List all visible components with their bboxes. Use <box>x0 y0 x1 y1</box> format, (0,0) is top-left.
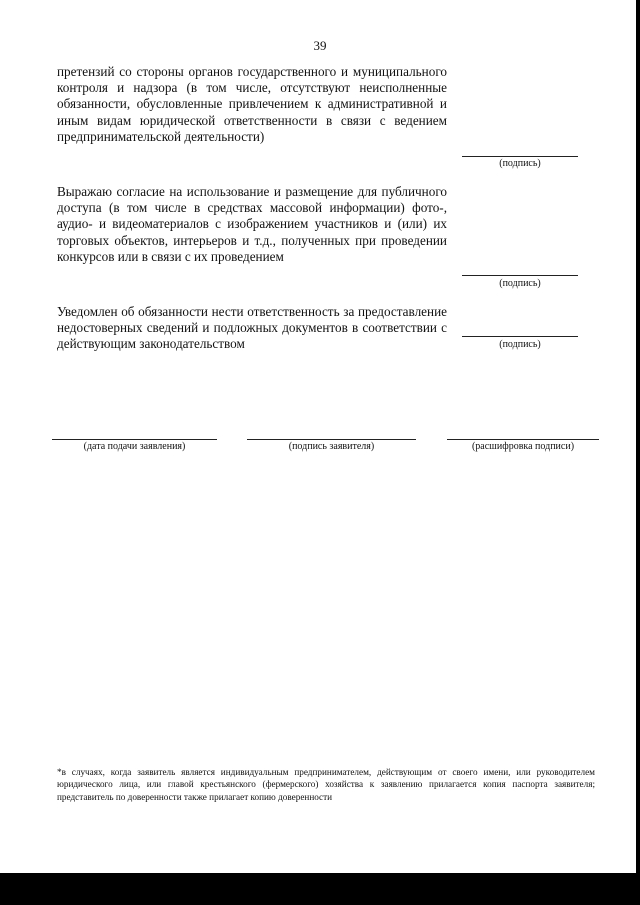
signature-decoding-line <box>447 439 599 440</box>
signature-decoding-field[interactable] <box>447 439 599 452</box>
signature-caption-2: (подпись) <box>499 278 541 289</box>
date-field[interactable] <box>52 439 217 452</box>
applicant-signature-line <box>247 439 416 440</box>
date-caption: (дата подачи заявления) <box>83 441 186 452</box>
scan-bottom-band <box>0 873 640 905</box>
signature-line-3[interactable] <box>462 336 578 337</box>
footnote: *в случаях, когда заявитель является индивидуальным предпринимателем, действующим от своего имени, или руководителем юридического лица, или главой крестьянского (фермерского) хозяйства к заявлению прилагается копия паспорта заявителя; представитель по доверенности также прилагает копию доверенности <box>57 767 595 802</box>
date-line <box>52 439 217 440</box>
signature-decoding-caption: (расшифровка подписи) <box>471 441 575 452</box>
clause-liability-notice: Уведомлен об обязанности нести ответственность за предоставление недостоверных сведений и подложных документов в соответствии с действующим законодательством <box>57 304 447 352</box>
signature-caption-3: (подпись) <box>499 339 541 350</box>
clause-no-claims: претензий со стороны органов государственного и муниципального контроля и надзора (в том числе, отсутствуют неисполненные обязанности, обусловленные привлечением к административной и иным видам юридической ответственности в связи с ведением предпринимательской деятельности) <box>57 64 447 144</box>
signature-line-2[interactable] <box>462 275 578 276</box>
clause-media-consent: Выражаю согласие на использование и размещение для публичного доступа (в том числе в средствах массовой информации) фото-, аудио- и видеоматериалов с изображением участников и (или) их торговых объектов, интерьеров и т.д., полученных при проведении конкурсов или в связи с их проведением <box>57 184 447 264</box>
scan-edge-artifact <box>636 0 640 873</box>
signature-caption-1: (подпись) <box>499 158 541 169</box>
signature-line-1[interactable] <box>462 156 578 157</box>
applicant-signature-caption: (подпись заявителя) <box>288 441 375 452</box>
page-number: 39 <box>313 38 327 53</box>
applicant-signature-field[interactable] <box>247 439 416 452</box>
